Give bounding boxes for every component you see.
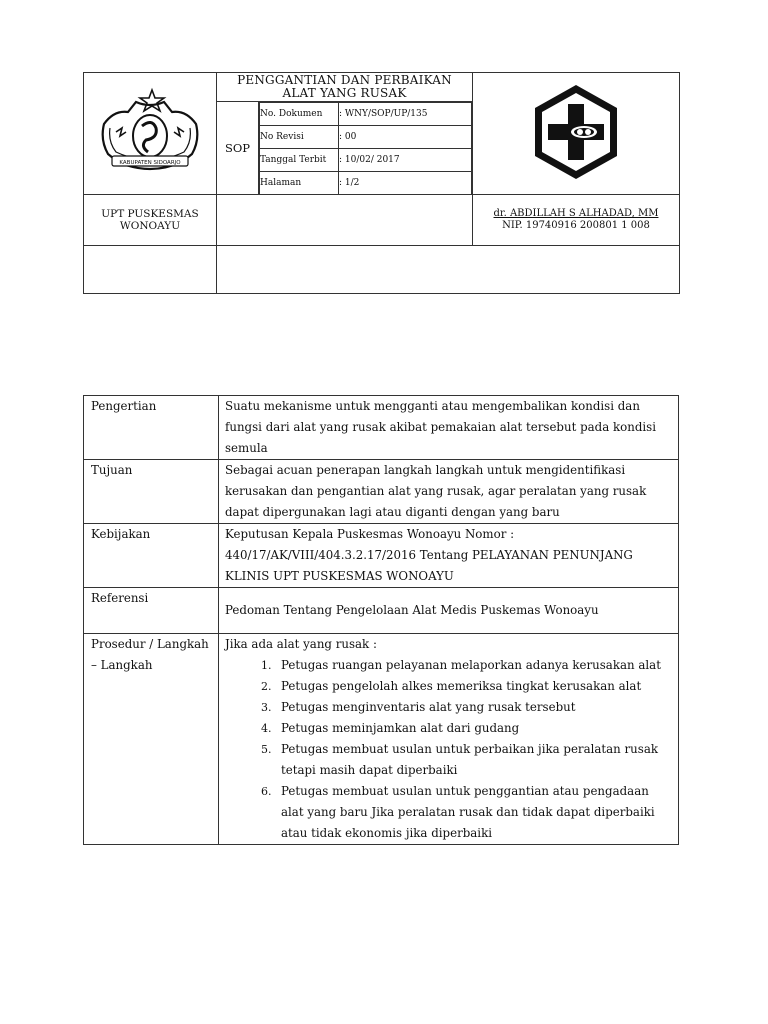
signature-blank-cell	[217, 195, 473, 246]
section-text: Pedoman Tentang Pengelolaan Alat Medis Puskemas Wonoayu	[219, 588, 679, 634]
section-row	[84, 396, 679, 460]
meta-row	[260, 103, 472, 126]
blank-cell-left	[84, 246, 217, 294]
section-row	[84, 524, 679, 588]
regency-logo-cell	[84, 73, 217, 195]
document-title	[217, 73, 473, 102]
meta-label: Halaman	[260, 172, 339, 195]
section-label: Referensi	[84, 588, 219, 634]
puskesmas-logo-cell	[473, 73, 680, 195]
meta-row	[260, 172, 472, 195]
blank-cell-right	[217, 246, 680, 294]
title-line-2: ALAT YANG RUSAK	[282, 86, 407, 100]
sop-content-table	[83, 395, 679, 845]
title-line-1: PENGGANTIAN DAN PERBAIKAN	[237, 73, 452, 87]
document-meta	[259, 102, 472, 194]
signer-name: dr. ABDILLAH S ALHADAD, MM	[493, 208, 659, 219]
document-meta-cell	[259, 102, 473, 195]
procedure-row	[84, 634, 679, 845]
section-label: Pengertian	[84, 396, 219, 460]
meta-label: Tanggal Terbit	[260, 149, 339, 172]
sop-header-table	[83, 72, 680, 294]
procedure-step: 3. Petugas menginventaris alat yang rusak tersebut	[275, 697, 672, 718]
meta-row	[260, 149, 472, 172]
procedure-step: 4. Petugas meminjamkan alat dari gudang	[275, 718, 672, 739]
procedure-step: 2. Petugas pengelolah alkes memeriksa tingkat kerusakan alat	[275, 676, 672, 697]
org-line-1: UPT PUSKESMAS	[101, 208, 199, 220]
org-line-2: WONOAYU	[119, 220, 181, 232]
organization-name	[84, 195, 217, 246]
puskesmas-logo-icon	[526, 82, 626, 182]
procedure-content	[219, 634, 679, 845]
meta-label: No. Dokumen	[260, 103, 339, 126]
section-label: Kebijakan	[84, 524, 219, 588]
procedure-step: 5. Petugas membuat usulan untuk perbaikan jika peralatan rusak tetapi masih dapat diperbaiki	[275, 739, 672, 781]
procedure-intro: Jika ada alat yang rusak :	[225, 637, 377, 651]
signer-block	[473, 195, 680, 246]
section-label: Tujuan	[84, 460, 219, 524]
section-text: Suatu mekanisme untuk mengganti atau mengembalikan kondisi dan fungsi dari alat yang rusak akibat pemakaian alat tersebut pada kondisi semula	[219, 396, 679, 460]
meta-label: No Revisi	[260, 126, 339, 149]
section-text: Sebagai acuan penerapan langkah langkah untuk mengidentifikasi kerusakan dan pengantian alat yang rusak, agar peralatan yang rusak dapat dipergunakan lagi atau diganti dengan yang baru	[219, 460, 679, 524]
section-row	[84, 460, 679, 524]
procedure-step: 1. Petugas ruangan pelayanan melaporkan adanya kerusakan alat	[275, 655, 672, 676]
logo-caption: KABUPATEN SIDOARJO	[119, 159, 181, 166]
section-row	[84, 588, 679, 634]
meta-value: : WNY/SOP/UP/135	[339, 103, 472, 126]
signer-nip: NIP. 19740916 200801 1 008	[502, 220, 650, 231]
meta-value: : 00	[339, 126, 472, 149]
meta-value: : 1/2	[339, 172, 472, 195]
procedure-label: Prosedur / Langkah – Langkah	[84, 634, 219, 845]
procedure-step: 6. Petugas membuat usulan untuk penggantian atau pengadaan alat yang baru Jika peralatan rusak dan tidak dapat diperbaiki atau tidak ekonomis jika diperbaiki	[275, 781, 672, 844]
sop-label: SOP	[217, 102, 259, 195]
section-text: Keputusan Kepala Puskesmas Wonoayu Nomor : 440/17/AK/VIII/404.3.2.17/2016 Tentang PELAYANAN PENUNJANG KLINIS UPT PUSKESMAS WONOAYU	[219, 524, 679, 588]
meta-row	[260, 126, 472, 149]
procedure-steps	[225, 655, 672, 844]
regency-emblem-icon	[94, 82, 206, 182]
meta-value: : 10/02/ 2017	[339, 149, 472, 172]
